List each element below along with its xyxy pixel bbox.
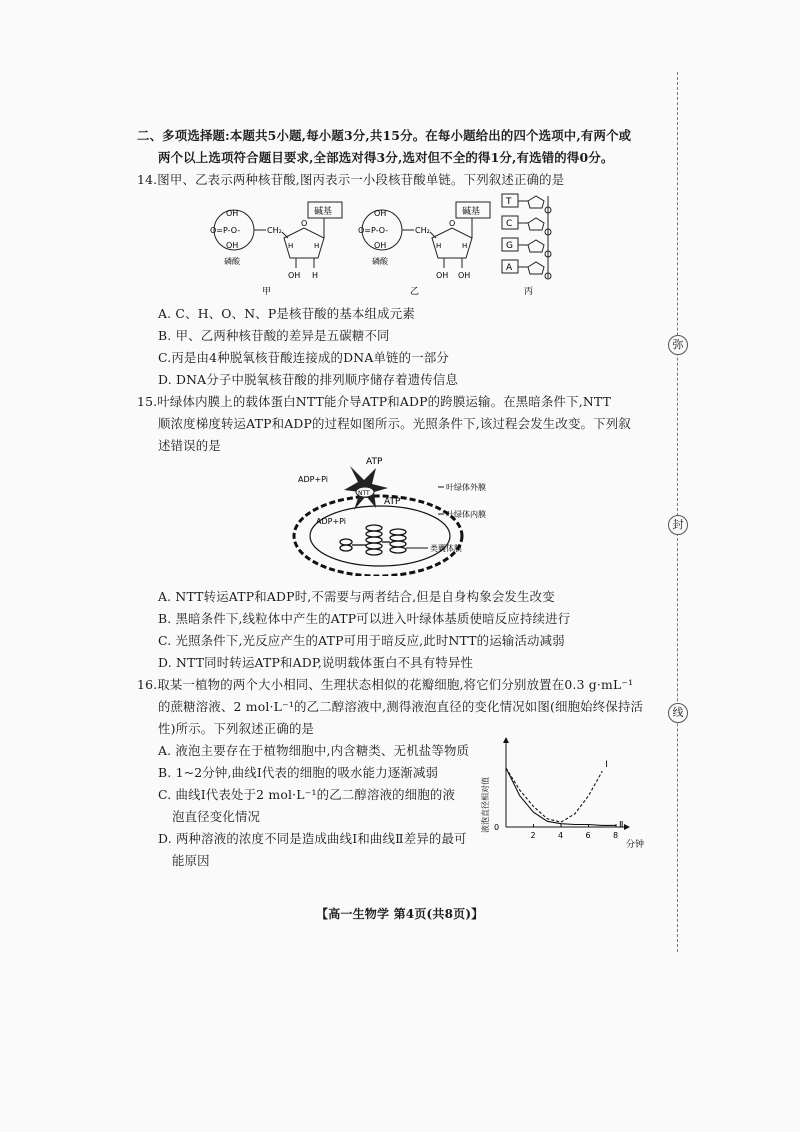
q16-option-c-line1: C. 曲线Ⅰ代表处于2 mol·L⁻¹的乙二醇溶液的细胞的液 bbox=[158, 787, 456, 802]
jia-base: 碱基 bbox=[314, 207, 333, 217]
origin-label: 0 bbox=[494, 823, 500, 832]
x-tick-label: 6 bbox=[585, 831, 591, 840]
series-label-1: Ⅰ bbox=[605, 760, 608, 771]
page-footer: 【高一生物学 第4页(共8页)】 bbox=[316, 907, 484, 921]
y-axis-label-group bbox=[480, 777, 490, 833]
yi-phosphate-label: 磷酸 bbox=[372, 257, 388, 266]
label-bing: 丙 bbox=[524, 287, 534, 297]
x-axis-label: 分钟 bbox=[626, 840, 645, 850]
chain-base-2: G bbox=[506, 241, 513, 251]
chain-base-0: T bbox=[506, 197, 512, 207]
label-jia: 甲 bbox=[262, 287, 272, 297]
jia-h2: H bbox=[314, 242, 320, 250]
section-header-line2: 两个以上选项符合题目要求,全部选对得3分,选对但不全的得1分,有选错的得0分。 bbox=[158, 150, 614, 165]
jia-phosphate-label: 磷酸 bbox=[224, 257, 240, 266]
yi-h1: H bbox=[436, 242, 442, 250]
chain-unit bbox=[502, 260, 551, 279]
chain-unit bbox=[502, 194, 551, 213]
nucleotide-yi bbox=[358, 202, 490, 297]
q14-figure bbox=[210, 192, 570, 304]
yi-oh-sugar: OH bbox=[436, 271, 449, 280]
y-axis-label: 液泡直径相对值 bbox=[481, 777, 490, 833]
series-line-1 bbox=[506, 768, 602, 822]
adp-pi-inner-label: ADP+Pi bbox=[316, 517, 347, 526]
q15-stem-2: 顺浓度梯度转运ATP和ADP的过程如图所示。光照条件下,该过程会发生改变。下列叙 bbox=[158, 416, 631, 431]
q15-stem-1: 15.叶绿体内膜上的载体蛋白NTT能介导ATP和ADP的跨膜运输。在黑暗条件下,NTT bbox=[137, 394, 612, 409]
series-layer bbox=[506, 760, 623, 830]
nucleotide-jia bbox=[210, 202, 342, 297]
x-tick-label: 2 bbox=[530, 831, 536, 840]
atp-top-label: ATP bbox=[366, 457, 383, 467]
q15-option-b: B. 黑暗条件下,线粒体中产生的ATP可以进入叶绿体基质使暗反应持续进行 bbox=[158, 611, 571, 626]
q16-option-d-line2: 能原因 bbox=[172, 853, 210, 868]
atp-mid-label: ATP bbox=[384, 497, 401, 507]
yi-ring-o: O bbox=[449, 219, 456, 228]
q14-option-c: C.丙是由4种脱氧核苷酸连接成的DNA单链的一部分 bbox=[158, 350, 450, 365]
x-tick-label: 8 bbox=[613, 831, 619, 840]
q16-option-b: B. 1~2分钟,曲线Ⅰ代表的细胞的吸水能力逐渐减弱 bbox=[158, 765, 439, 780]
q16-vacuole-chart bbox=[476, 735, 666, 857]
jia-ring-o: O bbox=[301, 219, 308, 228]
thylakoid-label: 类囊体膜 bbox=[430, 544, 462, 553]
q16-stem-2: 的蔗糖溶液、2 mol·L⁻¹的乙二醇溶液中,测得液泡直径的变化情况如图(细胞始终保持活 bbox=[158, 699, 644, 714]
q16-option-c-line2: 泡直径变化情况 bbox=[172, 809, 261, 824]
jia-oh-sugar: OH bbox=[288, 271, 301, 280]
outer-membrane-label: 叶绿体外膜 bbox=[446, 483, 486, 492]
yi-oh-top: OH bbox=[374, 209, 387, 218]
chain-unit bbox=[502, 238, 551, 257]
q16-option-a: A. 液泡主要存在于植物细胞中,内含糖类、无机盐等物质 bbox=[158, 743, 470, 758]
binding-line bbox=[677, 72, 678, 952]
jia-ch2: CH₂ bbox=[267, 226, 282, 235]
q15-option-d: D. NTT同时转运ATP和ADP,说明载体蛋白不具有特异性 bbox=[158, 655, 474, 670]
q15-option-c: C. 光照条件下,光反应产生的ATP可用于暗反应,此时NTT的运输活动减弱 bbox=[158, 633, 565, 648]
seal-xian: 线 bbox=[668, 703, 688, 723]
x-ticks bbox=[531, 824, 619, 840]
yi-oh-bottom: OH bbox=[374, 241, 387, 250]
q15-stem-3: 述错误的是 bbox=[158, 438, 221, 453]
q15-option-a: A. NTT转运ATP和ADP时,不需要与两者结合,但是自身构象会发生改变 bbox=[158, 589, 555, 604]
x-tick-label: 4 bbox=[558, 831, 564, 840]
chain-unit bbox=[502, 216, 551, 235]
label-yi: 乙 bbox=[410, 287, 420, 297]
thylakoid-stack bbox=[340, 525, 406, 555]
yi-base: 碱基 bbox=[462, 207, 481, 217]
jia-oh-top: OH bbox=[226, 209, 239, 218]
q14-option-a: A. C、H、O、N、P是核苷酸的基本组成元素 bbox=[158, 306, 415, 321]
seal-mi: 弥 bbox=[668, 335, 688, 355]
adp-pi-top-label: ADP+Pi bbox=[298, 475, 329, 484]
q14-option-d: D. DNA分子中脱氧核苷酸的排列顺序储存着遗传信息 bbox=[158, 372, 459, 387]
yi-ch2: CH₂ bbox=[415, 226, 430, 235]
jia-oh-bottom: OH bbox=[226, 241, 239, 250]
ntt-label: NTT bbox=[358, 490, 370, 497]
series-label-2: Ⅱ bbox=[619, 820, 624, 831]
nucleotide-chain-bing bbox=[502, 194, 551, 297]
chain-base-3: A bbox=[506, 263, 513, 273]
inner-membrane-label: 叶绿体内膜 bbox=[446, 510, 486, 519]
jia-h3: H bbox=[312, 271, 319, 280]
section-header-line1: 二、多项选择题:本题共5小题,每小题3分,共15分。在每小题给出的四个选项中,有两个或 bbox=[137, 128, 632, 143]
yi-phosphate: O=P-O- bbox=[358, 226, 389, 235]
yi-h2: H bbox=[462, 242, 468, 250]
q16-option-d-line1: D. 两种溶液的浓度不同是造成曲线Ⅰ和曲线Ⅱ差异的最可 bbox=[158, 831, 467, 846]
q16-stem-1: 16.取某一植物的两个大小相同、生理状态相似的花瓣细胞,将它们分别放置在0.3 g·mL⁻¹ bbox=[137, 677, 634, 692]
y-axis-arrow bbox=[503, 737, 509, 743]
yi-oh-sugar2: OH bbox=[458, 271, 471, 280]
q16-stem-3: 性)所示。下列叙述正确的是 bbox=[158, 721, 315, 736]
chain-base-1: C bbox=[506, 219, 513, 229]
seal-feng: 封 bbox=[668, 515, 688, 535]
jia-phosphate: O=P-O- bbox=[210, 226, 241, 235]
x-axis-arrow bbox=[624, 824, 630, 830]
q14-option-b: B. 甲、乙两种核苷酸的差异是五碳糖不同 bbox=[158, 328, 390, 343]
jia-h1: H bbox=[288, 242, 294, 250]
q14-stem: 14.图甲、乙表示两种核苷酸,图丙表示一小段核苷酸单链。下列叙述正确的是 bbox=[137, 172, 565, 187]
ntt-protein bbox=[344, 466, 388, 510]
q15-chloroplast-figure bbox=[288, 452, 528, 576]
